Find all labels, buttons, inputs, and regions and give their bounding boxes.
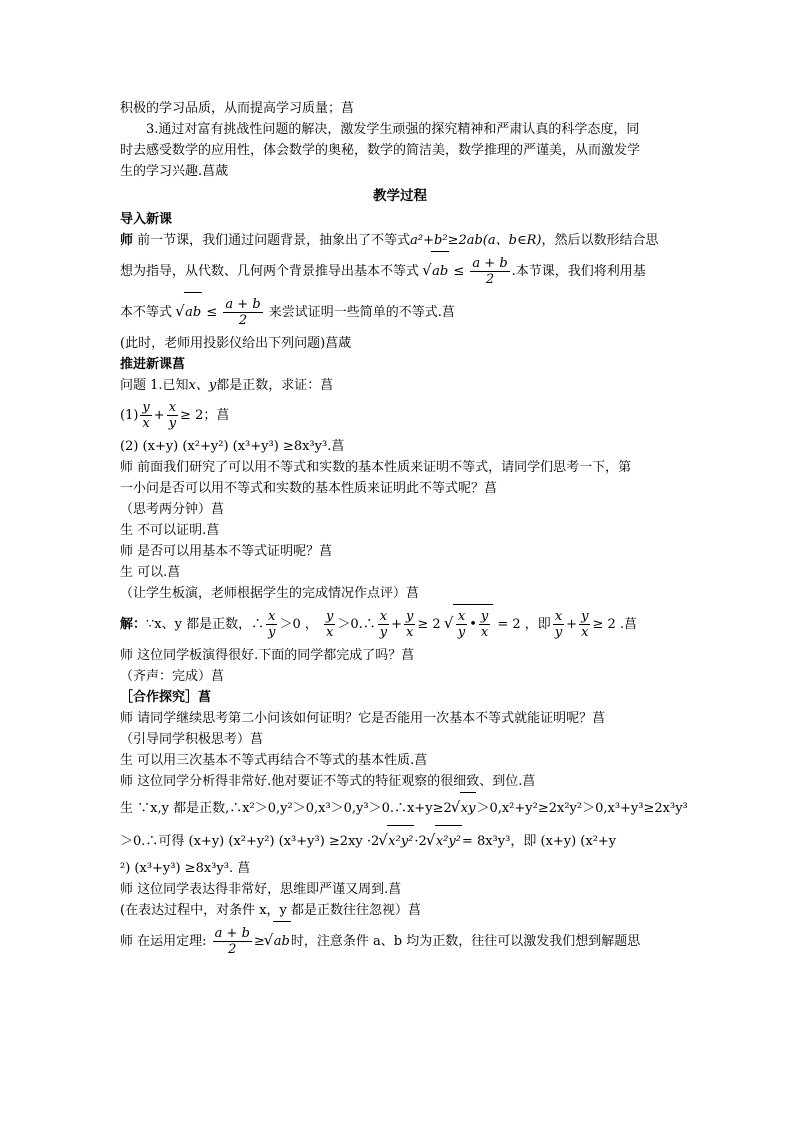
formula-sqrt-ab: √ ab — [176, 292, 202, 333]
text-line: ［合作探究］菖 — [120, 690, 212, 705]
section-title: 教学过程 — [373, 188, 427, 204]
text-line: （齐声：完成）菖 — [120, 669, 225, 684]
text-line: 一小问是否可以用不等式和实数的基本性质来证明此不等式呢？菖 — [120, 481, 498, 496]
text-line: 师 这位同学板演得很好.下面的同学都完成了吗？菖 — [120, 648, 415, 663]
text-line: （让学生板演，老师根据学生的完成情况作点评）菖 — [120, 586, 420, 601]
text-line: ＞0.∴可得 (x+y) (x²+y²) (x³+y³) ≥2xy ·2√ x²y²·2√ x²y²= 8x³y³，即 (x+y) (x²+y — [120, 825, 680, 858]
text-line: 想为指导，从代数、几何两个背景推导出基本不等式 √ ab ≤ $\frac{a + b}{2}$ .本节课，我们将利用基 — [120, 251, 680, 292]
text-line: 生 可以.菖 — [120, 565, 181, 580]
text-line: (1) $\frac{y}{x}$ + $\frac{x}{y}$ ≥ 2；菖 — [120, 400, 230, 431]
text-line: 生的学习兴趣.菖蒧 — [120, 164, 229, 179]
solution-line: 解：∵x、y 都是正数，∴ $\frac{x}{y}$ ＞0 ， $\frac{y}{x}$ ＞0.∴ $\frac{x}{y}$ + $\frac{y}{x}$ ≥ 2 √ $\frac{x}{y}$ • $\frac{y}{x}$ = 2 ，即 $\frac{x}{y}$ + $\frac{y}{x}$ ≥ 2 .菖 — [120, 604, 680, 645]
text-line: 生 可以用三次基本不等式再结合不等式的基本性质.菖 — [120, 753, 428, 768]
text-line: (2) (x+y) (x²+y²) (x³+y³) ≥8x³y³.菖 — [120, 439, 345, 454]
text-line: 生 ∵x,y 都是正数,∴x²＞0,y²＞0,x³＞0,y³＞0.∴x+y≥2√ xy＞0,x²+y²≥2x²y²＞0,x³+y³≥2x³y³ — [120, 792, 680, 825]
text-line: 师 请同学继续思考第二小问该如何证明？它是否能用一次基本不等式就能证明呢？菖 — [120, 711, 606, 726]
text-line: (在表达过程中，对条件 x，y 都是正数往往忽视）菖 — [120, 903, 422, 918]
text-line: 师 是否可以用基本不等式证明呢？菖 — [120, 544, 333, 559]
text-line: 生 不可以证明.菖 — [120, 523, 220, 538]
text-line: ²) (x³+y³) ≥8x³y³. 菖 — [120, 861, 251, 876]
text-line: 3.通过对富有挑战性问题的解决，激发学生顽强的探究精神和严肃认真的科学态度，同 — [146, 122, 640, 137]
text-line: （思考两分钟）菖 — [120, 502, 225, 517]
text-line: 师 这位同学分析得非常好.他对要证不等式的特征观察的很细致、到位.菖 — [120, 774, 536, 789]
text-line: （引导同学积极思考）菖 — [120, 732, 264, 747]
text-line: 师 这位同学表达得非常好，思维即严谨又周到.菖 — [120, 882, 402, 897]
text-line: 师 在运用定理: $\frac{a + b}{2}$ ≥√ ab时，注意条件 a、b 均为正数，往往可以激发我们想到解题思 — [120, 921, 680, 962]
text-line: (此时，老师用投影仪给出下列问题)菖蒧 — [120, 336, 352, 351]
formula-fraction: $\frac{a + b}{2}$ — [472, 256, 508, 287]
document-page — [120, 98, 688, 962]
section-heading: 推进新课菖 — [120, 357, 186, 372]
formula-sqrt-ab: √ ab — [423, 251, 449, 292]
section-heading: 导入新课 — [120, 212, 173, 227]
text-line: 师 前面我们研究了可以用不等式和实数的基本性质来证明不等式，请同学们思考一下，第 — [120, 460, 632, 475]
text-line: 积极的学习品质，从而提高学习质量；菖 — [120, 101, 355, 116]
text-line: 时去感受数学的应用性，体会数学的奥秘，数学的简洁美，数学推理的严谨美，从而激发学 — [120, 143, 641, 158]
text-line: 师 前一节课，我们通过问题背景，抽象出了不等式a²+b²≥2ab(a、b∈R)，然后以数形结合思 — [120, 233, 659, 248]
text-line: 本不等式 √ ab ≤ $\frac{a + b}{2}$ 来尝试证明一些简单的不等式.菖 — [120, 292, 680, 333]
formula-fraction: $\frac{a + b}{2}$ — [225, 297, 261, 328]
text-line: 问题 1.已知x、y都是正数，求证：菖 — [120, 378, 334, 393]
